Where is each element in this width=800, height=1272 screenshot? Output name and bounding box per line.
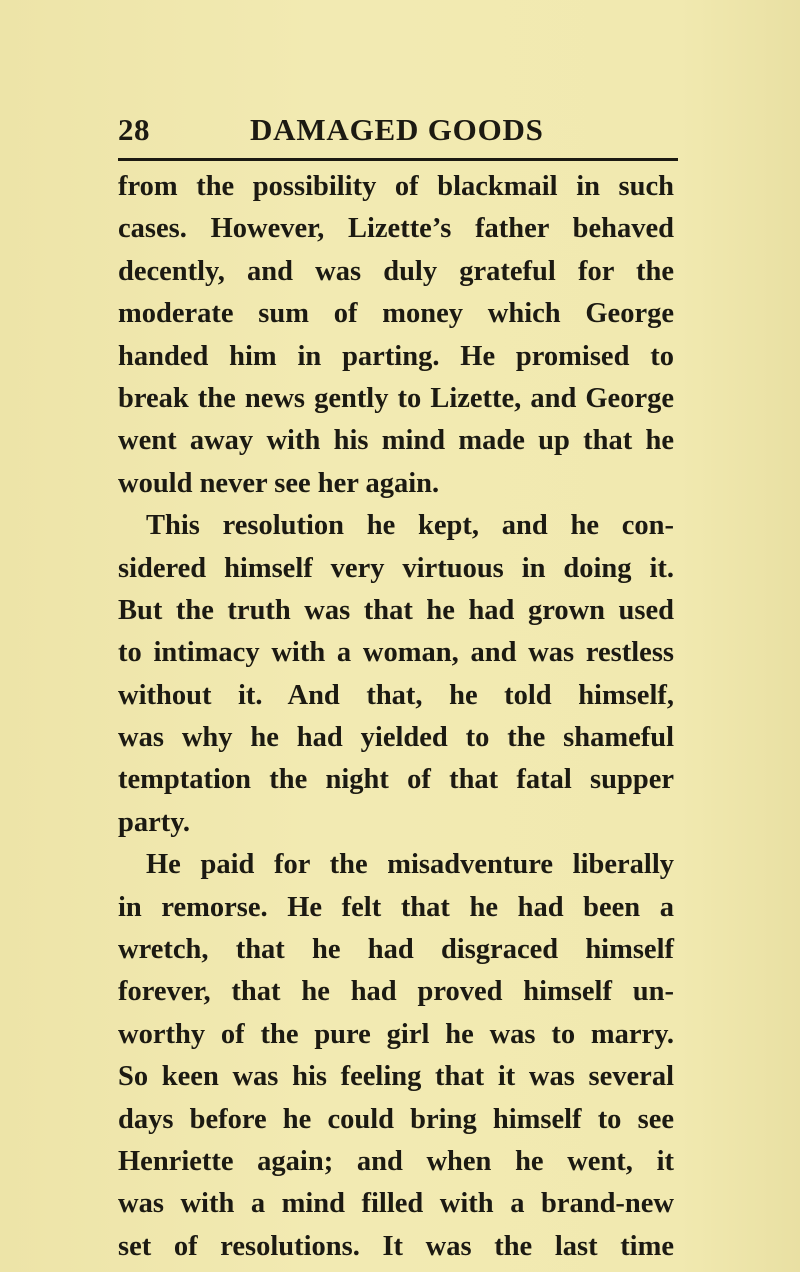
text-line: wretch, that he had disgraced himself (118, 934, 674, 966)
text-line: Henriette again; and when he went, it (118, 1145, 674, 1177)
text-line: This resolution he kept, and he con- (146, 510, 674, 542)
text-line: days before he could bring himself to see (118, 1103, 674, 1135)
text-line: sidered himself very virtuous in doing it. (118, 552, 674, 584)
text-line: went away with his mind made up that he (118, 425, 674, 457)
text-line: So keen was his feeling that it was several (118, 1061, 674, 1093)
text-line: without it. And that, he told himself, (118, 679, 674, 711)
text-line: handed him in parting. He promised to (118, 340, 674, 372)
text-line: worthy of the pure girl he was to marry. (118, 1018, 674, 1050)
text-line: party. (118, 806, 191, 838)
text-line: would never see her again. (118, 467, 440, 499)
text-line: decently, and was duly grateful for the (118, 255, 674, 287)
text-line: moderate sum of money which George (118, 298, 674, 330)
text-line: forever, that he had proved himself un- (118, 976, 674, 1008)
text-line: was with a mind filled with a brand-new (118, 1188, 674, 1220)
text-line: was why he had yielded to the shameful (118, 722, 674, 754)
text-line: temptation the night of that fatal supper (118, 764, 674, 796)
text-line: from the possibility of blackmail in such (118, 171, 674, 202)
text-line: in remorse. He felt that he had been a (118, 891, 674, 923)
text-line: set of resolutions. It was the last time (118, 1230, 674, 1262)
running-title: DAMAGED GOODS (250, 112, 544, 147)
text-line: cases. However, Lizette’s father behaved (118, 213, 674, 245)
text-line: to intimacy with a woman, and was restless (118, 637, 674, 669)
text-line: But the truth was that he had grown used (118, 594, 674, 626)
header-rule (118, 158, 678, 161)
running-head (118, 112, 678, 156)
text-line: He paid for the misadventure liberally (146, 849, 674, 881)
body-text (118, 166, 674, 1268)
page-number: 28 (118, 112, 150, 147)
text-line: break the news gently to Lizette, and George (118, 382, 674, 414)
